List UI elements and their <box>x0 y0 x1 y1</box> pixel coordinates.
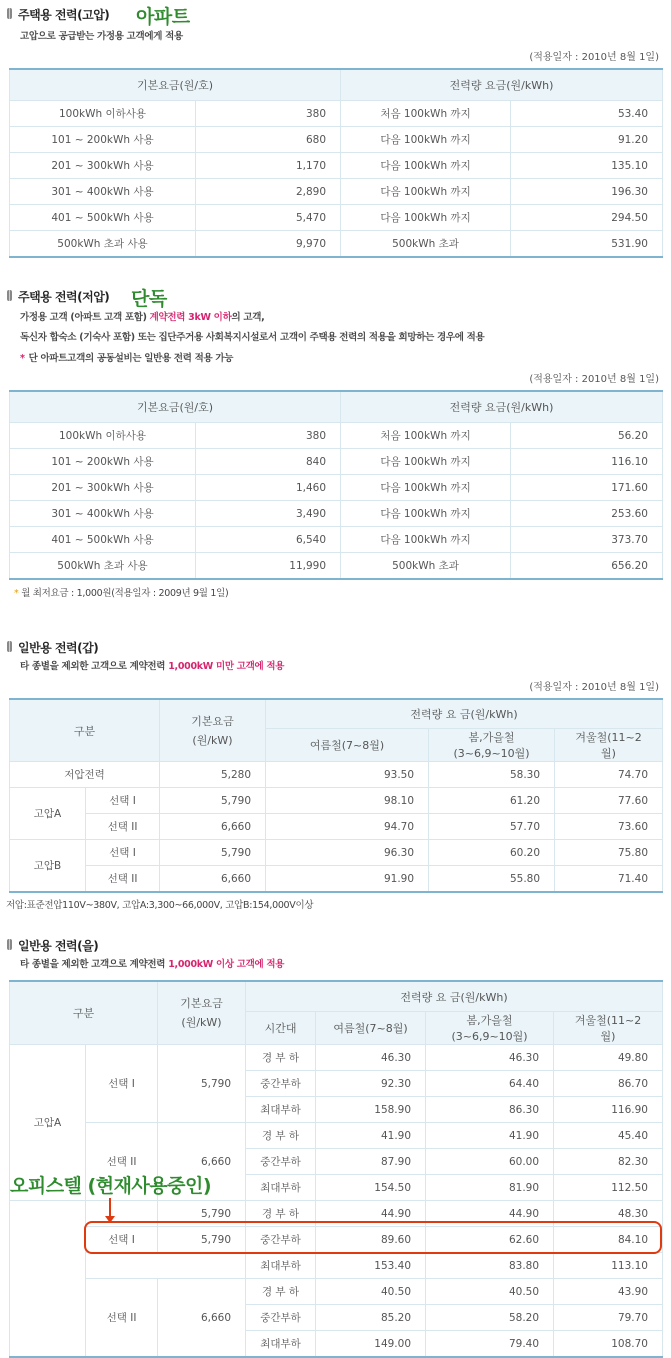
table-cell: 92.30 <box>316 1071 426 1097</box>
desc-highlight: 1,000kW 이상 고객에 적용 <box>168 959 285 970</box>
header-energy: 전력량 요 금(원/kWh) <box>246 981 663 1012</box>
table-cell: 82.30 <box>554 1149 663 1175</box>
table-cell: 최대부하 <box>246 1253 316 1279</box>
table-cell: 최대부하 <box>246 1331 316 1358</box>
table-cell: 다음 100kWh 까지 <box>341 449 511 475</box>
table-cell: 253.60 <box>511 501 663 527</box>
table-cell: 84.10 <box>554 1227 663 1253</box>
table-cell: 49.80 <box>554 1045 663 1071</box>
table-cell: 680 <box>196 127 341 153</box>
star-icon: * <box>20 353 25 364</box>
table-cell: 처음 100kWh 까지 <box>341 423 511 449</box>
table-cell: 401 ~ 500kWh 사용 <box>10 205 196 231</box>
table-cell <box>10 1201 86 1358</box>
table-cell: 5,790 <box>158 1227 246 1253</box>
detached-tag: 단독 <box>131 288 167 310</box>
section-desc <box>0 308 671 348</box>
section-desc: 고압으로 공급받는 가정용 고객에게 적용 <box>20 31 183 42</box>
table-cell: 149.00 <box>316 1331 426 1358</box>
table-cell: 5,470 <box>196 205 341 231</box>
effective-date: (적용일자 : 2010년 8월 1일) <box>529 374 659 385</box>
table-cell: 87.90 <box>316 1149 426 1175</box>
table-cell: 44.90 <box>316 1201 426 1227</box>
table-cell: 401 ~ 500kWh 사용 <box>10 527 196 553</box>
table-cell: 154.50 <box>316 1175 426 1201</box>
table-cell: 500kWh 초과 <box>341 231 511 258</box>
table-cell: 153.40 <box>316 1253 426 1279</box>
table-row <box>10 127 663 153</box>
table-cell: 101 ~ 200kWh 사용 <box>10 127 196 153</box>
header-spring-fall: 봄,가을철(3~6,9~10월) <box>429 729 555 762</box>
table-cell: 380 <box>196 101 341 127</box>
table-cell: 경 부 하 <box>246 1045 316 1071</box>
table-cell: 46.30 <box>316 1045 426 1071</box>
highlight-box <box>84 1221 662 1254</box>
header-winter: 겨울철(11~2월) <box>554 1012 663 1045</box>
header-time: 시간대 <box>246 1012 316 1045</box>
table-cell: 46.30 <box>426 1045 554 1071</box>
table-cell <box>86 1253 246 1279</box>
table-cell: 294.50 <box>511 205 663 231</box>
table-cell: 6,660 <box>158 1123 246 1201</box>
section-title: 일반용 전력(갑) <box>18 641 99 655</box>
table-cell: 다음 100kWh 까지 <box>341 205 511 231</box>
table-cell: 48.30 <box>554 1201 663 1227</box>
desc-text: 독신자 합숙소 (기숙사 포함) 또는 집단주거용 사회복지시설로서 고객이 주택용 전력의 적용을 희망하는 경우에 적용 <box>20 332 485 343</box>
table-row: 저압전력 5,280 93.50 58.30 74.70 <box>10 762 663 788</box>
section-desc <box>0 657 671 676</box>
tariff-table <box>9 390 663 580</box>
section-title: 주택용 전력(저압) <box>18 290 110 304</box>
table-row <box>10 101 663 127</box>
tariff-table <box>9 980 663 1358</box>
table-cell: 79.40 <box>426 1331 554 1358</box>
desc-highlight: 계약전력 3kW 이하 <box>149 312 232 323</box>
table-cell: 선택 II <box>86 1279 158 1358</box>
desc-highlight: 1,000kW 미만 고객에 적용 <box>168 661 285 672</box>
table-cell: 656.20 <box>511 553 663 580</box>
table-row <box>10 205 663 231</box>
table-cell: 40.50 <box>426 1279 554 1305</box>
table-row: 고압A 선택 I 5,790 98.10 61.20 77.60 <box>10 788 663 814</box>
tariff-table <box>9 68 663 258</box>
bullet-icon <box>7 939 12 950</box>
bullet-icon <box>7 641 12 652</box>
table-row <box>10 1253 663 1279</box>
table-cell: 112.50 <box>554 1175 663 1201</box>
header-spring-fall: 봄,가을철(3~6,9~10월) <box>426 1012 554 1045</box>
table-cell: 경 부 하 <box>246 1279 316 1305</box>
bullet-icon <box>7 8 12 19</box>
table-cell: 380 <box>196 423 341 449</box>
table-cell: 100kWh 이하사용 <box>10 423 196 449</box>
table-cell: 처음 100kWh 까지 <box>341 101 511 127</box>
table-cell: 116.10 <box>511 449 663 475</box>
table-cell: 100kWh 이하사용 <box>10 101 196 127</box>
section-general-b <box>0 933 671 1358</box>
table-cell: 101 ~ 200kWh 사용 <box>10 449 196 475</box>
table-cell: 다음 100kWh 까지 <box>341 501 511 527</box>
table-cell: 56.20 <box>511 423 663 449</box>
table-cell: 196.30 <box>511 179 663 205</box>
table-cell: 91.20 <box>511 127 663 153</box>
table-row <box>10 501 663 527</box>
table-cell: 201 ~ 300kWh 사용 <box>10 153 196 179</box>
arrow-icon <box>109 1198 111 1220</box>
header-energy: 전력량 요금(원/kWh) <box>341 69 663 101</box>
desc-text: 의 고객, <box>231 312 265 323</box>
table-cell: 최대부하 <box>246 1097 316 1123</box>
table-cell: 경 부 하 <box>246 1123 316 1149</box>
table-cell: 1,170 <box>196 153 341 179</box>
table-cell: 158.90 <box>316 1097 426 1123</box>
table-cell: 최대부하 <box>246 1175 316 1201</box>
table-row: 고압B 선택 I 5,790 96.30 60.20 75.80 <box>10 840 663 866</box>
header-energy: 전력량 요금(원/kWh) <box>341 391 663 423</box>
section-residential-low <box>0 284 671 604</box>
bullet-icon <box>7 290 12 301</box>
note-text: 월 최저요금 : 1,000원(적용일자 : 2009년 9월 1일) <box>21 588 229 599</box>
table-cell: 6,660 <box>158 1279 246 1358</box>
table-cell: 85.20 <box>316 1305 426 1331</box>
table-cell: 43.90 <box>554 1279 663 1305</box>
table-cell: 선택 I <box>86 1045 158 1123</box>
table-row: 선택 II 6,660 91.90 55.80 71.40 <box>10 866 663 893</box>
table-cell: 840 <box>196 449 341 475</box>
note <box>0 348 671 370</box>
desc-text: 가정용 고객 (아파트 고객 포함) <box>20 312 150 323</box>
note-text: 단 아파트고객의 공동설비는 일반용 전력 적용 가능 <box>28 353 234 364</box>
table-cell: 500kWh 초과 <box>341 553 511 580</box>
table-cell: 64.40 <box>426 1071 554 1097</box>
header-gubun: 구분 <box>10 699 160 762</box>
effective-date: (적용일자 : 2010년 8월 1일) <box>529 52 659 63</box>
table-cell: 3,490 <box>196 501 341 527</box>
section-title: 일반용 전력(을) <box>18 939 99 953</box>
table-row <box>10 423 663 449</box>
table-cell: 11,990 <box>196 553 341 580</box>
header-winter: 겨울철(11~2월) <box>555 729 663 762</box>
table-cell: 116.90 <box>554 1097 663 1123</box>
table-row <box>10 449 663 475</box>
effective-date: (적용일자 : 2010년 8월 1일) <box>529 682 659 693</box>
table-cell: 86.30 <box>426 1097 554 1123</box>
table-cell: 301 ~ 400kWh 사용 <box>10 501 196 527</box>
table-row <box>10 1123 663 1149</box>
table-cell: 9,970 <box>196 231 341 258</box>
table-cell: 중간부하 <box>246 1071 316 1097</box>
table-row <box>10 1045 663 1071</box>
header-summer: 여름철(7~8월) <box>316 1012 426 1045</box>
table-cell: 경 부 하 <box>246 1201 316 1227</box>
table-cell: 500kWh 초과 사용 <box>10 231 196 258</box>
table-cell: 108.70 <box>554 1331 663 1358</box>
table-row <box>10 179 663 205</box>
desc-text: 타 종별을 제외한 고객으로 계약전력 <box>20 661 169 672</box>
table-cell: 41.90 <box>426 1123 554 1149</box>
table-cell: 40.50 <box>316 1279 426 1305</box>
desc-text: 타 종별을 제외한 고객으로 계약전력 <box>20 959 169 970</box>
table-cell: 중간부하 <box>246 1305 316 1331</box>
table-cell: 301 ~ 400kWh 사용 <box>10 179 196 205</box>
table-cell: 500kWh 초과 사용 <box>10 553 196 580</box>
table-row <box>10 527 663 553</box>
header-base: 기본요금(원/호) <box>10 69 341 101</box>
table-row <box>10 1279 663 1305</box>
table-cell: 89.60 <box>316 1227 426 1253</box>
table-cell: 5,790 <box>158 1045 246 1123</box>
voltage-note: 저압:표준전압110V~380V, 고압A:3,300~66,000V, 고압B:154,000V이상 <box>6 900 314 911</box>
star-icon: * <box>14 588 19 599</box>
table-row: 선택 II 6,660 94.70 57.70 73.60 <box>10 814 663 840</box>
header-energy: 전력량 요 금(원/kWh) <box>266 699 663 729</box>
section-desc <box>0 955 671 974</box>
table-cell: 53.40 <box>511 101 663 127</box>
table-cell: 135.10 <box>511 153 663 179</box>
table-cell: 86.70 <box>554 1071 663 1097</box>
table-cell: 선택 II <box>86 1123 158 1201</box>
table-cell: 531.90 <box>511 231 663 258</box>
header-base: 기본요금(원/호) <box>10 391 341 423</box>
section-general-a <box>0 635 671 916</box>
table-cell: 83.80 <box>426 1253 554 1279</box>
officetel-annotation: 오피스텔 (현재사용중인) <box>10 1175 212 1197</box>
section-title: 주택용 전력(고압) <box>18 8 110 22</box>
tariff-table <box>9 698 663 893</box>
table-cell: 373.70 <box>511 527 663 553</box>
table-cell: 41.90 <box>316 1123 426 1149</box>
table-cell: 45.40 <box>554 1123 663 1149</box>
header-gubun: 구분 <box>10 981 158 1045</box>
table-row <box>10 153 663 179</box>
table-cell: 171.60 <box>511 475 663 501</box>
table-cell: 113.10 <box>554 1253 663 1279</box>
table-cell: 201 ~ 300kWh 사용 <box>10 475 196 501</box>
table-cell: 5,790 <box>158 1201 246 1227</box>
table-cell: 다음 100kWh 까지 <box>341 179 511 205</box>
section-residential-high <box>0 2 671 258</box>
table-cell: 62.60 <box>426 1227 554 1253</box>
table-cell: 선택 I <box>86 1227 158 1253</box>
table-row <box>10 553 663 580</box>
header-base: 기본요금 (원/kW) <box>158 981 246 1045</box>
header-base: 기본요금 (원/kW) <box>160 699 266 762</box>
table-cell: 중간부하 <box>246 1149 316 1175</box>
table-cell: 다음 100kWh 까지 <box>341 127 511 153</box>
table-cell: 다음 100kWh 까지 <box>341 153 511 179</box>
table-cell: 6,540 <box>196 527 341 553</box>
table-cell: 79.70 <box>554 1305 663 1331</box>
table-cell: 다음 100kWh 까지 <box>341 475 511 501</box>
table-cell: 고압A <box>10 1045 86 1201</box>
table-row <box>10 231 663 258</box>
table-cell: 44.90 <box>426 1201 554 1227</box>
table-cell: 2,890 <box>196 179 341 205</box>
table-cell: 58.20 <box>426 1305 554 1331</box>
apartment-tag: 아파트 <box>136 6 190 28</box>
table-cell: 중간부하 <box>246 1227 316 1253</box>
table-cell: 81.90 <box>426 1175 554 1201</box>
header-summer: 여름철(7~8월) <box>266 729 429 762</box>
table-cell: 1,460 <box>196 475 341 501</box>
min-charge-note <box>0 584 671 604</box>
table-row <box>10 475 663 501</box>
table-cell: 60.00 <box>426 1149 554 1175</box>
table-cell: 다음 100kWh 까지 <box>341 527 511 553</box>
